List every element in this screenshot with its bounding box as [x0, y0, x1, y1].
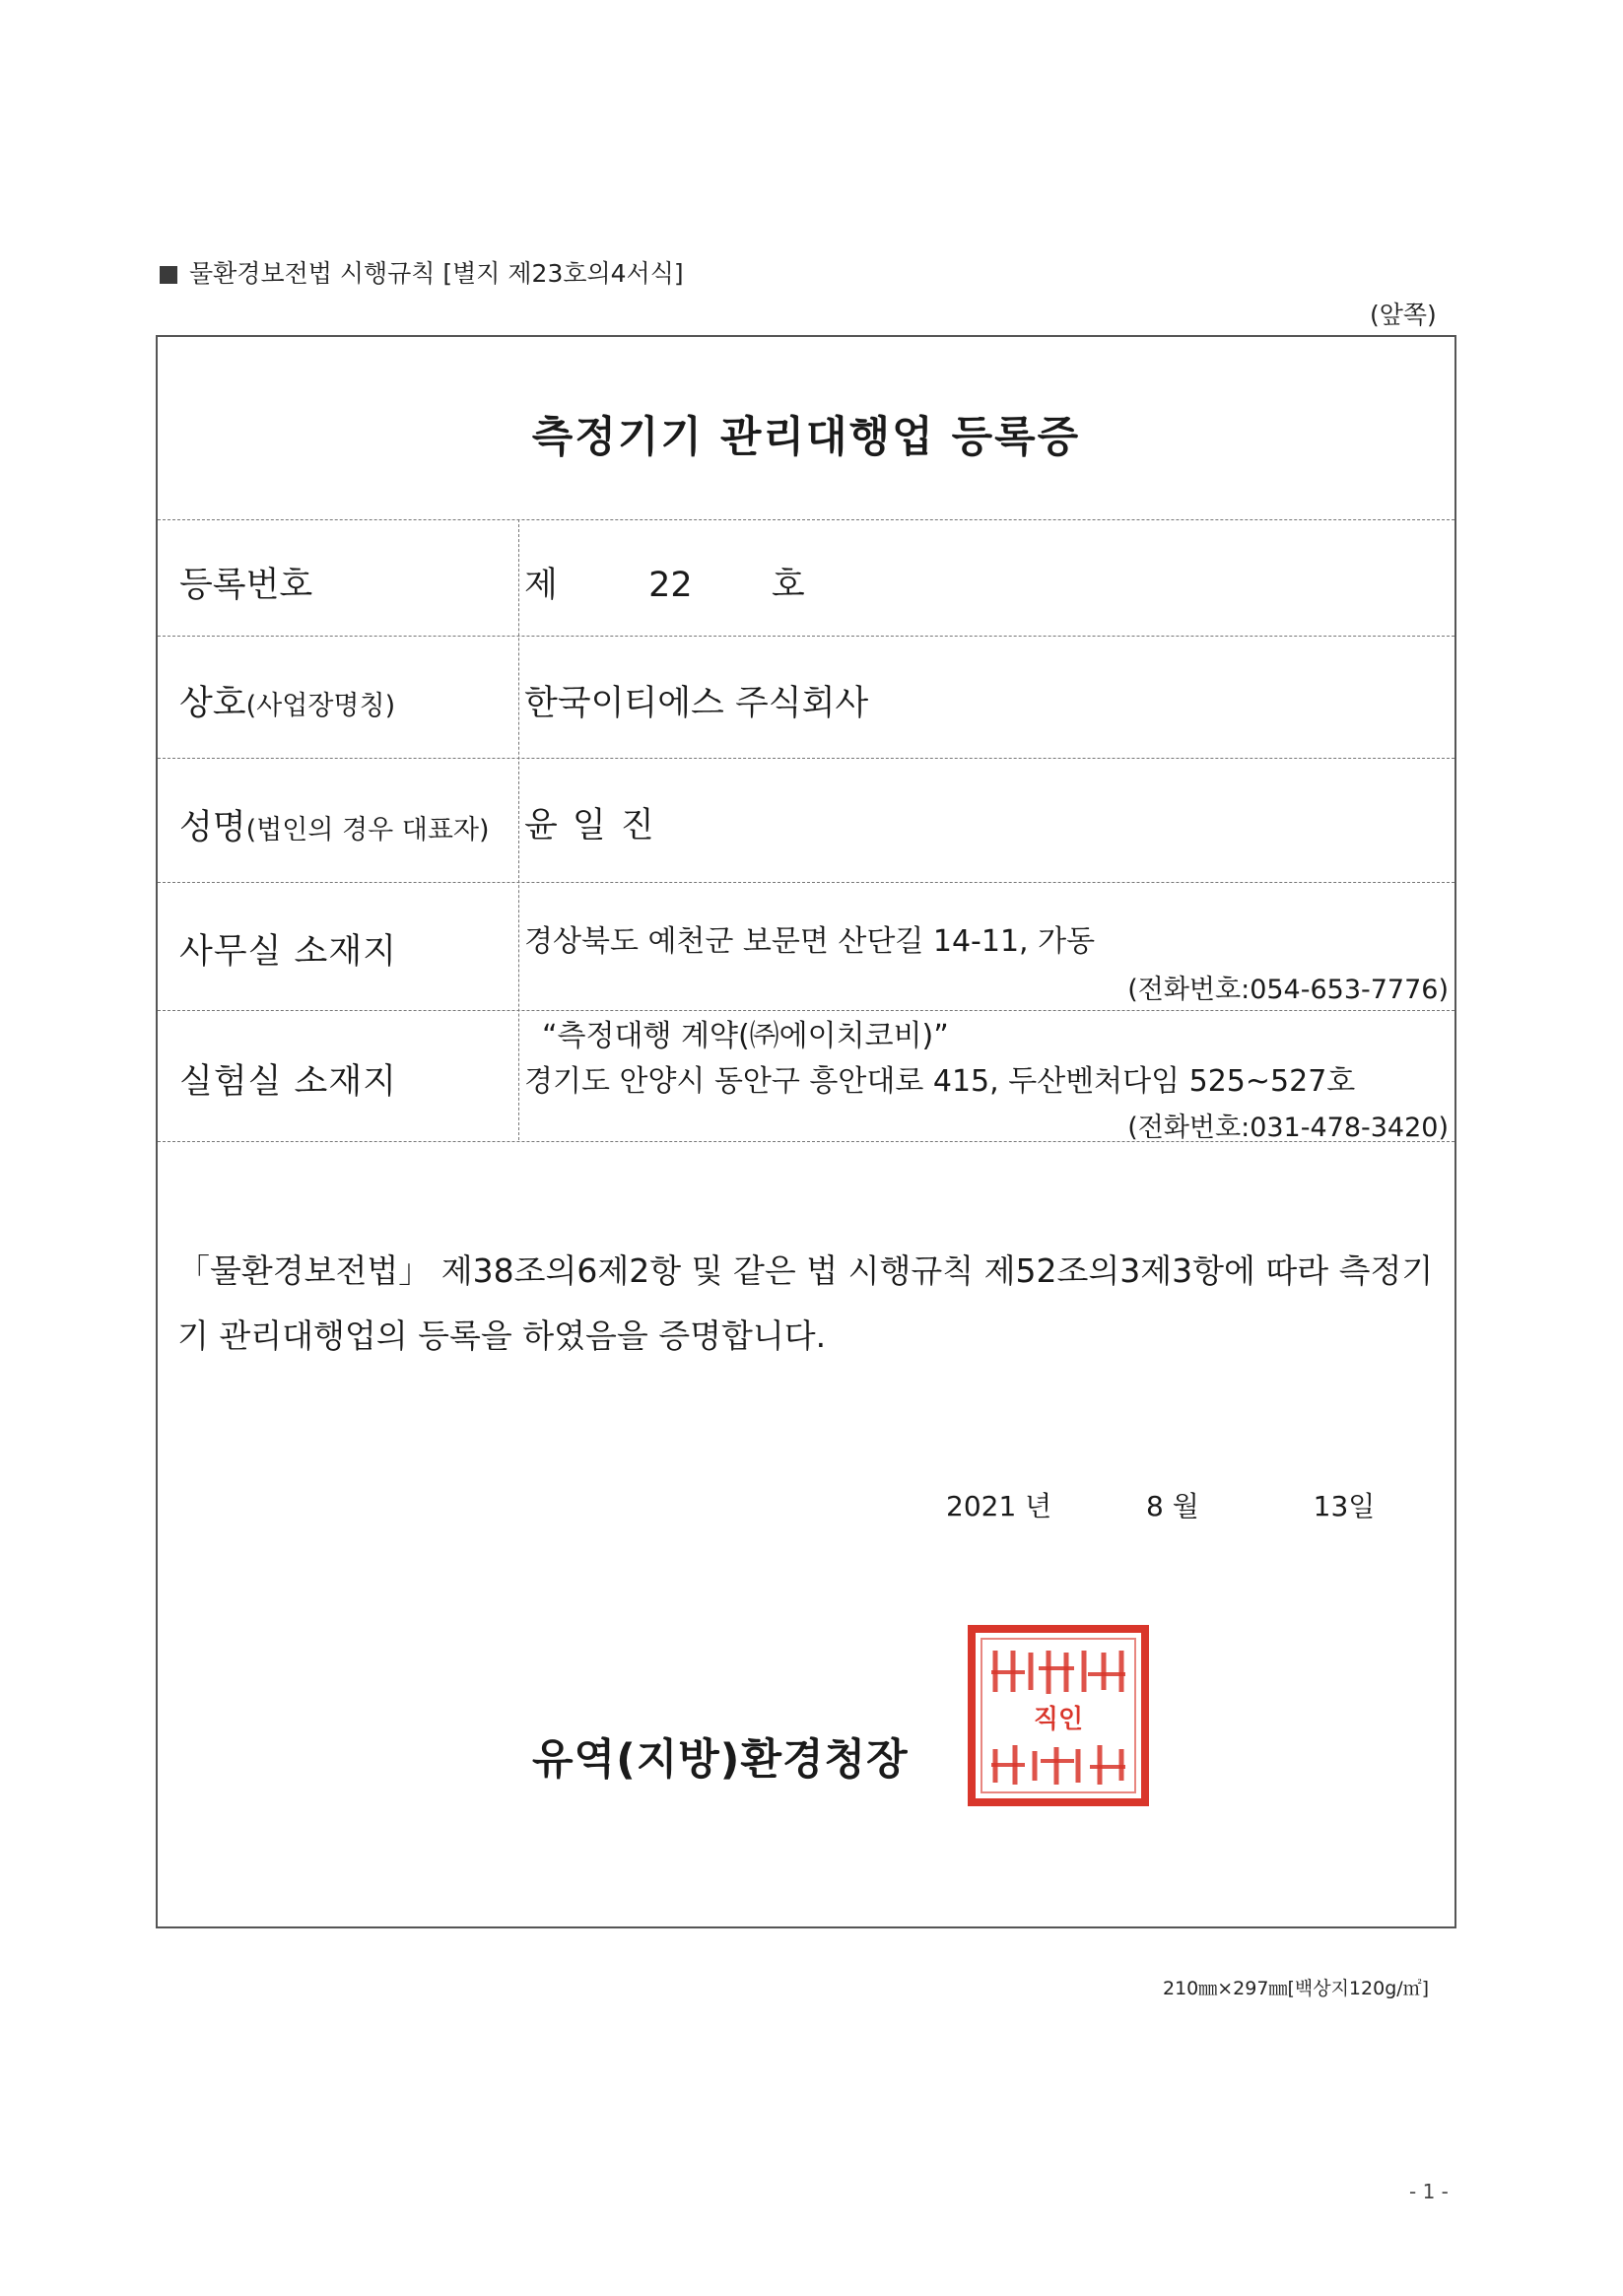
office-address: 경상북도 예천군 보문면 산단길 14-11, 가동	[524, 924, 1096, 959]
row-representative	[158, 758, 1454, 883]
representative-label-main: 성명	[179, 808, 246, 847]
representative-label-note: (법인의 경우 대표자)	[245, 815, 490, 845]
form-reference	[160, 254, 684, 290]
registration-number: 22	[648, 566, 693, 605]
registration-number-value	[524, 558, 805, 607]
issue-date	[946, 1485, 1375, 1524]
certificate-title: 측정기기 관리대행업 등록증	[531, 413, 1081, 462]
business-name-label-main: 상호	[179, 684, 246, 723]
side-label: (앞쪽)	[1370, 301, 1437, 329]
lab-address: 경기도 안양시 동안구 흥안대로 415, 두산벤처다임 525~527호	[524, 1064, 1356, 1099]
lab-phone: (전화번호:031-478-3420)	[1127, 1113, 1449, 1143]
date-day-unit: 일	[1348, 1490, 1376, 1522]
date-year-unit: 년	[1025, 1490, 1052, 1522]
registration-number-label: 등록번호	[179, 566, 313, 605]
representative-value: 윤 일 진	[524, 806, 656, 845]
square-bullet-icon	[160, 266, 177, 284]
date-month-unit: 월	[1172, 1490, 1199, 1522]
certificate-frame	[156, 335, 1456, 1928]
issuer-title: 유역(지방)환경청장	[532, 1735, 909, 1785]
lab-location-label: 실험실 소재지	[179, 1062, 397, 1102]
certification-text: 「물환경보전법」 제38조의6제2항 및 같은 법 시행규칙 제52조의3제3항에 따라 측정기기 관리대행업의 등록을 하였음을 증명합니다.	[177, 1251, 1434, 1355]
row-lab-location	[158, 1010, 1454, 1142]
row-registration-number	[158, 519, 1454, 637]
row-office-location	[158, 882, 1454, 1011]
page-number: - 1 -	[1409, 2180, 1449, 2203]
date-day: 13	[1313, 1490, 1349, 1522]
office-location-label: 사무실 소재지	[179, 932, 397, 972]
representative-label	[179, 800, 490, 849]
row-business-name	[158, 636, 1454, 759]
date-year: 2021	[946, 1490, 1017, 1522]
lab-contract-note: “측정대행 계약(㈜에이치코비)”	[542, 1019, 949, 1053]
paper-spec: 210㎜×297㎜[백상지120g/㎡]	[1163, 1978, 1430, 1999]
business-name-label-note: (사업장명칭)	[245, 691, 396, 721]
office-phone: (전화번호:054-653-7776)	[1127, 975, 1449, 1005]
business-name-label	[179, 676, 395, 725]
registration-suffix: 호	[771, 566, 805, 605]
business-name-value: 한국이티에스 주식회사	[524, 684, 869, 723]
date-month: 8	[1146, 1490, 1164, 1522]
seal-center-text: 직인	[1033, 1705, 1084, 1734]
registration-prefix: 제	[524, 566, 558, 605]
form-reference-text: 물환경보전법 시행규칙 [별지 제23호의4서식]	[189, 259, 684, 288]
official-seal-stamp	[966, 1623, 1151, 1808]
